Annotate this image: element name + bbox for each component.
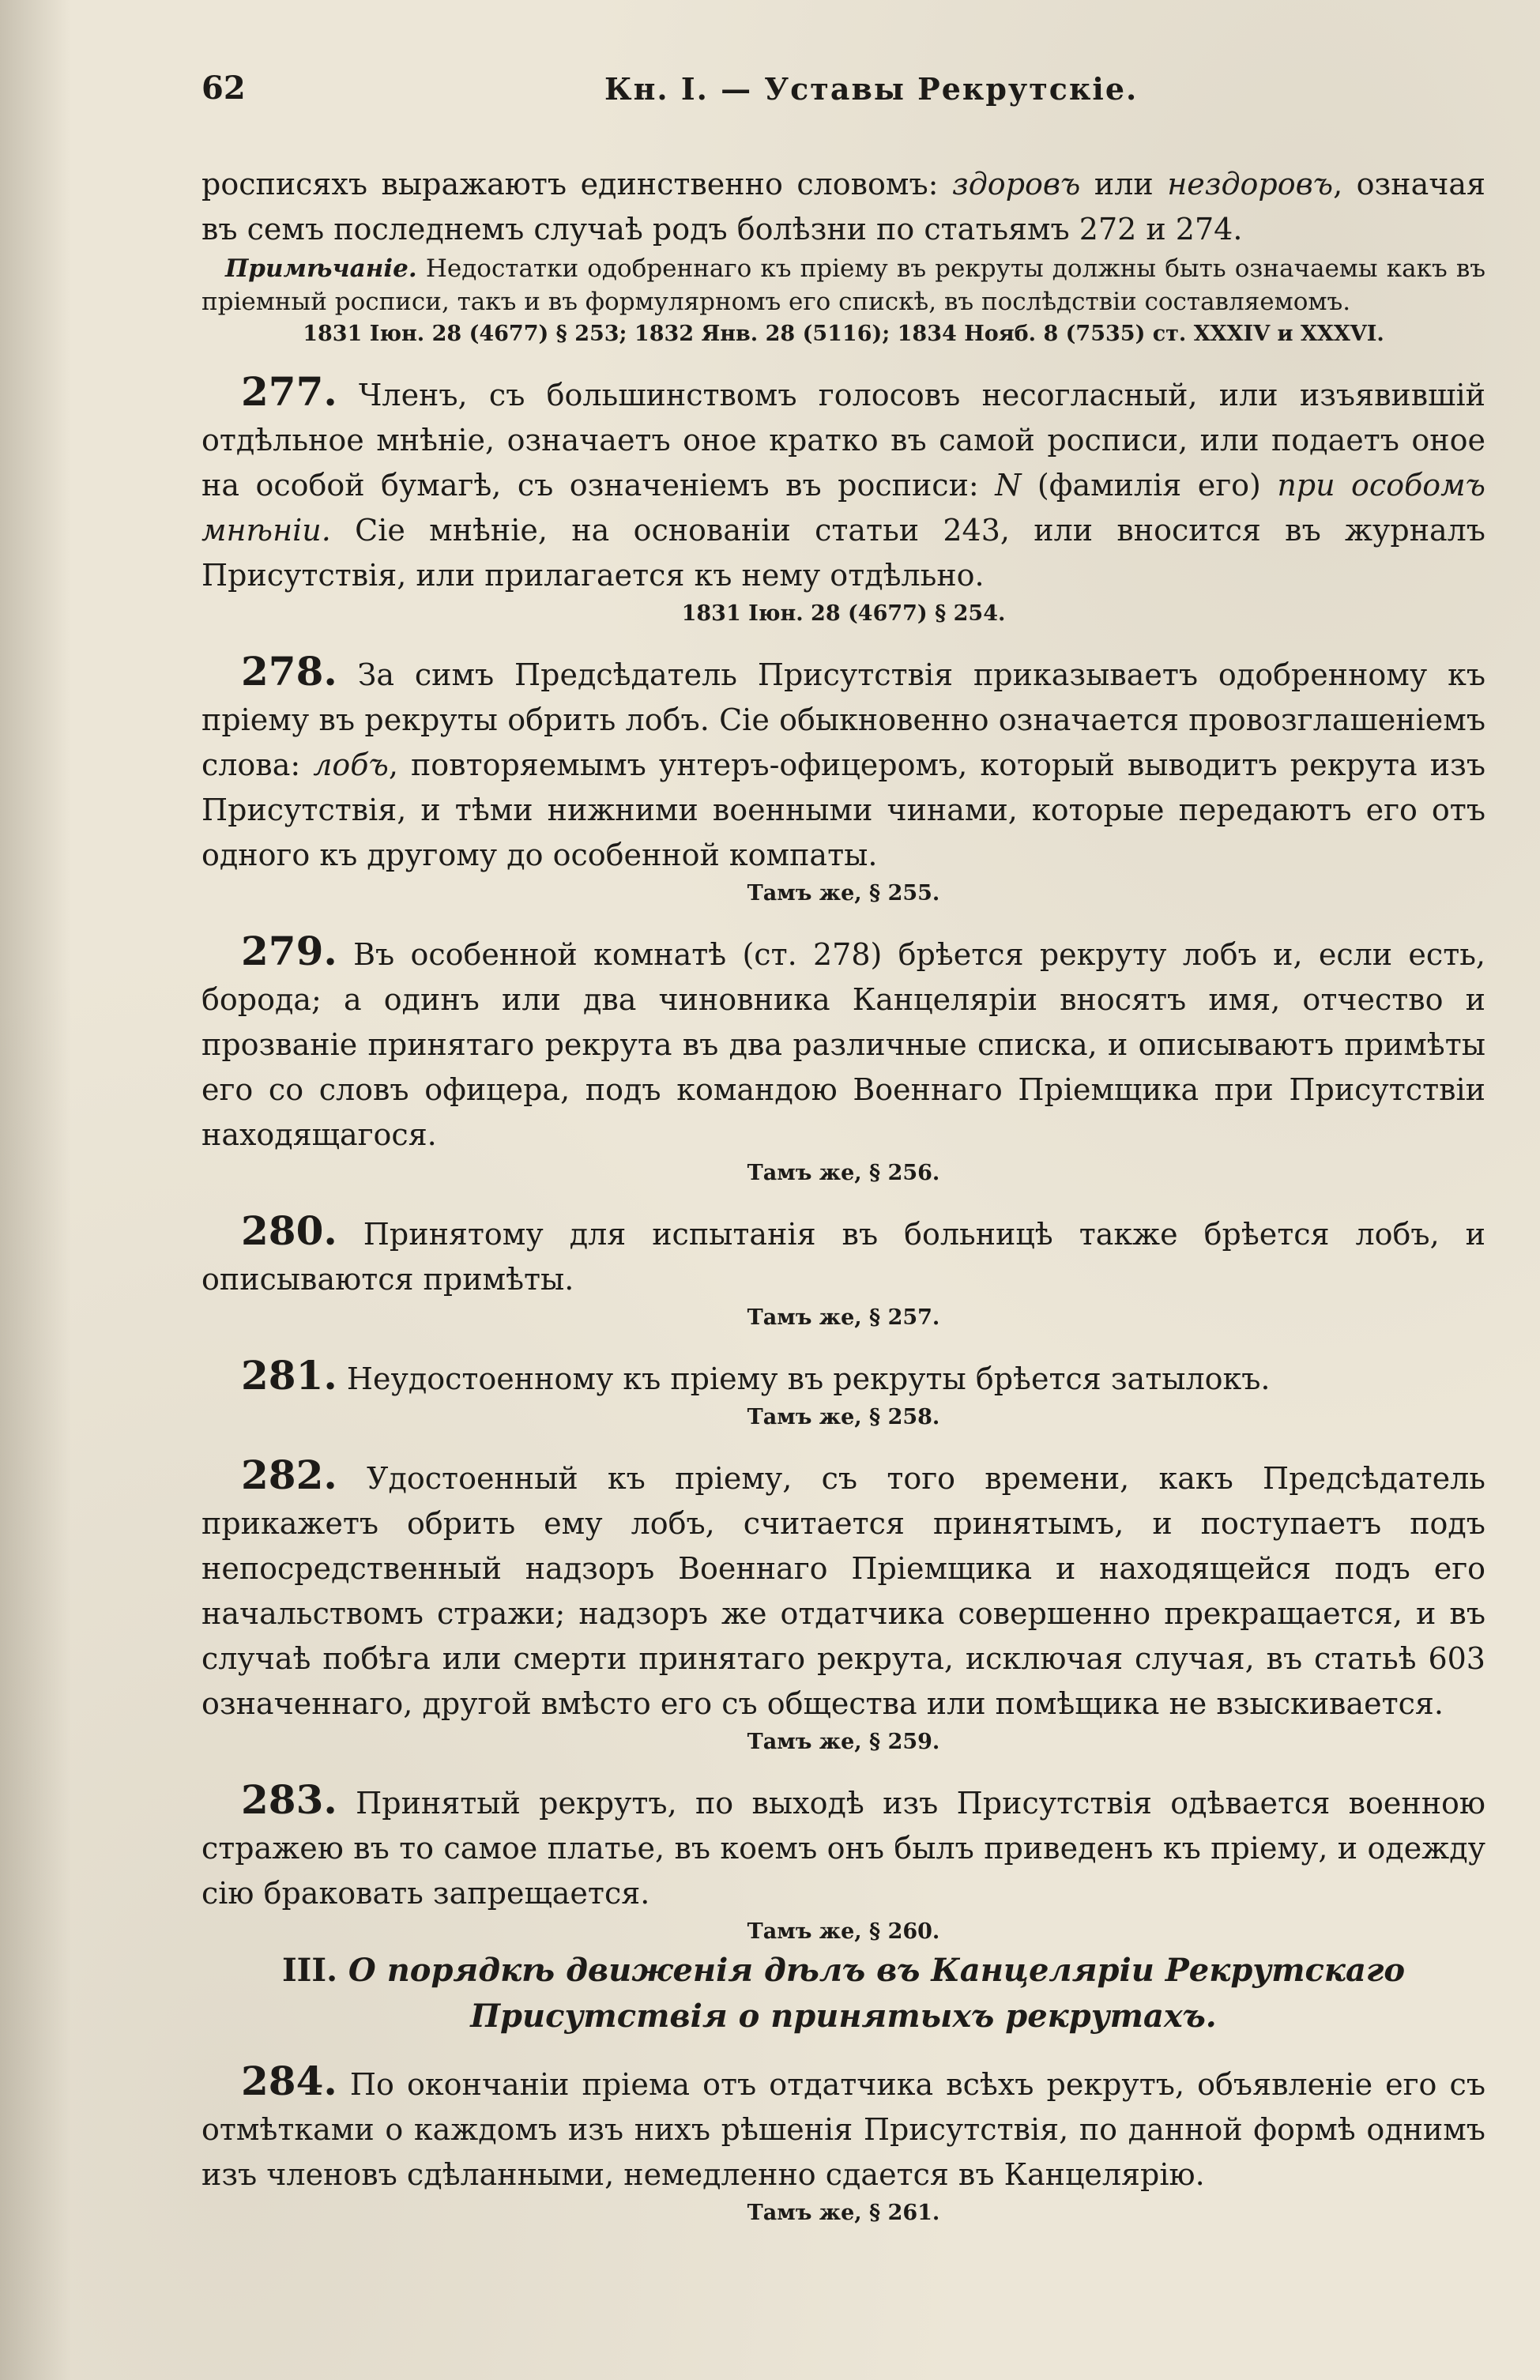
article-text: За симъ Предсѣдатель Присутствія приказываетъ одобренному къ пріему въ рекруты обрить лобъ. Сіе обыкновенно означается провозглашеніемъ слова:: [201, 657, 1485, 782]
article-source: Тамъ же, § 260.: [747, 1919, 940, 1944]
article-number: 278.: [241, 648, 337, 695]
intro-text: росписяхъ выражаютъ единственно словомъ:: [201, 167, 952, 201]
article-number: 282.: [241, 1452, 337, 1498]
note-label: Примѣчаніе.: [225, 254, 417, 283]
article-number: 280.: [241, 1207, 337, 1254]
section-title: О порядкѣ движенія дѣлъ въ Канцеляріи Рекрутскаго Присутствія о принятыхъ рекрутахъ.: [337, 1952, 1406, 2035]
article-source: Тамъ же, § 256.: [747, 1161, 940, 1185]
note-paragraph: [201, 252, 1485, 318]
intro-paragraph: [201, 162, 1485, 252]
article-source: Тамъ же, § 261.: [747, 2201, 940, 2225]
article-source: Тамъ же, § 257.: [747, 1305, 940, 1330]
note-source: 1831 Іюн. 28 (4677) § 253; 1832 Янв. 28 (5116); 1834 Нояб. 8 (7535) ст. XXXIV и XXXVI.: [303, 322, 1384, 346]
article-281: [201, 1353, 1485, 1402]
article-280: [201, 1208, 1485, 1302]
article-source: Тамъ же, § 259.: [747, 1730, 940, 1754]
article-number: 284.: [241, 2058, 337, 2104]
article-number: 283.: [241, 1776, 337, 1823]
article-emphasis: N: [995, 468, 1022, 503]
article-text: Принятому для испытанія въ больницѣ также брѣется лобъ, и описываются примѣты.: [201, 1217, 1485, 1297]
article-text: Членъ, съ большинствомъ голосовъ несогласный, или изъявившій отдѣльное мнѣніе, означаетъ оное кратко въ самой росписи, или подаетъ оное на особой бумагѣ, съ означеніемъ въ росписи:: [201, 378, 1485, 503]
article-number: 279.: [241, 928, 337, 974]
intro-text: или: [1080, 167, 1168, 201]
article-279: [201, 928, 1485, 1158]
binding-shadow: [0, 0, 71, 2380]
article-source: Тамъ же, § 258.: [747, 1405, 940, 1429]
article-284: [201, 2058, 1485, 2197]
running-head: Кн. I. — Уставы Рекрутскіе.: [604, 71, 1139, 107]
article-278: [201, 649, 1485, 878]
article-text: , повторяемымъ унтеръ-офицеромъ, который выводитъ рекрута изъ Присутствія, и тѣми нижними военными чинами, которые передаютъ его отъ одного къ другому до особенной компаты.: [201, 748, 1486, 872]
article-277: [201, 369, 1485, 598]
article-text: Удостоенный къ пріему, съ того времени, какъ Предсѣдатель прикажетъ обрить ему лобъ, считается принятымъ, и поступаетъ подъ непосредственный надзоръ Военнаго Пріемщика и находящейся подъ его начальствомъ стражи; надзоръ же отдатчика совершенно прекращается, и въ случаѣ побѣга или смерти принятаго рекрута, исключая случая, въ статьѣ 603 означеннаго, другой вмѣсто его съ общества или помѣщика не взыскивается.: [201, 1461, 1485, 1721]
intro-emphasis: здоровъ: [952, 167, 1081, 201]
article-text: Въ особенной комнатѣ (ст. 278) брѣется рекруту лобъ и, если есть, борода; а одинъ или два чиновника Канцеляріи вносятъ имя, отчество и прозваніе принятаго рекрута въ два различные списка, и описываютъ примѣты его со словъ офицера, подъ командою Военнаго Пріемщика при Присутствіи находящагося.: [201, 937, 1485, 1152]
article-text: По окончаніи пріема отъ отдатчика всѣхъ рекрутъ, объявленіе его съ отмѣтками о каждомъ изъ нихъ рѣшенія Присутствія, по данной формѣ однимъ изъ членовъ сдѣланными, немедленно сдается въ Канцелярію.: [201, 2067, 1485, 2192]
article-text: Сіе мнѣніе, на основаніи статьи 243, или вносится въ журналъ Присутствія, или прилагается къ нему отдѣльно.: [201, 513, 1485, 593]
section-number: III.: [281, 1952, 337, 1989]
page-number: 62: [201, 70, 246, 107]
intro-emphasis: нездоровъ: [1167, 167, 1334, 201]
page-header: [201, 70, 1482, 117]
article-source: Тамъ же, § 255.: [747, 881, 940, 906]
article-283: [201, 1777, 1485, 1916]
article-text: Неудостоенному къ пріему въ рекруты брѣется затылокъ.: [337, 1361, 1271, 1396]
article-text: Принятый рекрутъ, по выходѣ изъ Присутствія одѣвается военною стражею въ то самое платье, въ коемъ онъ былъ приведенъ къ пріему, и одежду сію браковать запрещается.: [201, 1786, 1485, 1911]
article-number: 281.: [241, 1352, 337, 1399]
article-282: [201, 1452, 1485, 1727]
body-text: [201, 162, 1485, 2229]
article-emphasis: лобъ: [313, 748, 389, 782]
intro-text: , означая въ семъ последнемъ случаѣ родъ болѣзни по статьямъ 272 и 274.: [201, 167, 1486, 247]
article-source: 1831 Іюн. 28 (4677) § 254.: [681, 601, 1006, 626]
article-emphasis: при особомъ мнѣніи.: [201, 468, 1485, 548]
article-text: (фамилія его): [1021, 468, 1278, 503]
note-text: Недостатки одобреннаго къ пріему въ рекруты должны быть означаемы какъ въ пріемный росписи, такъ и въ формулярномъ его спискѣ, въ послѣдствіи составляемомъ.: [201, 254, 1485, 316]
article-number: 277.: [241, 368, 337, 415]
section-heading: [201, 1948, 1485, 2039]
